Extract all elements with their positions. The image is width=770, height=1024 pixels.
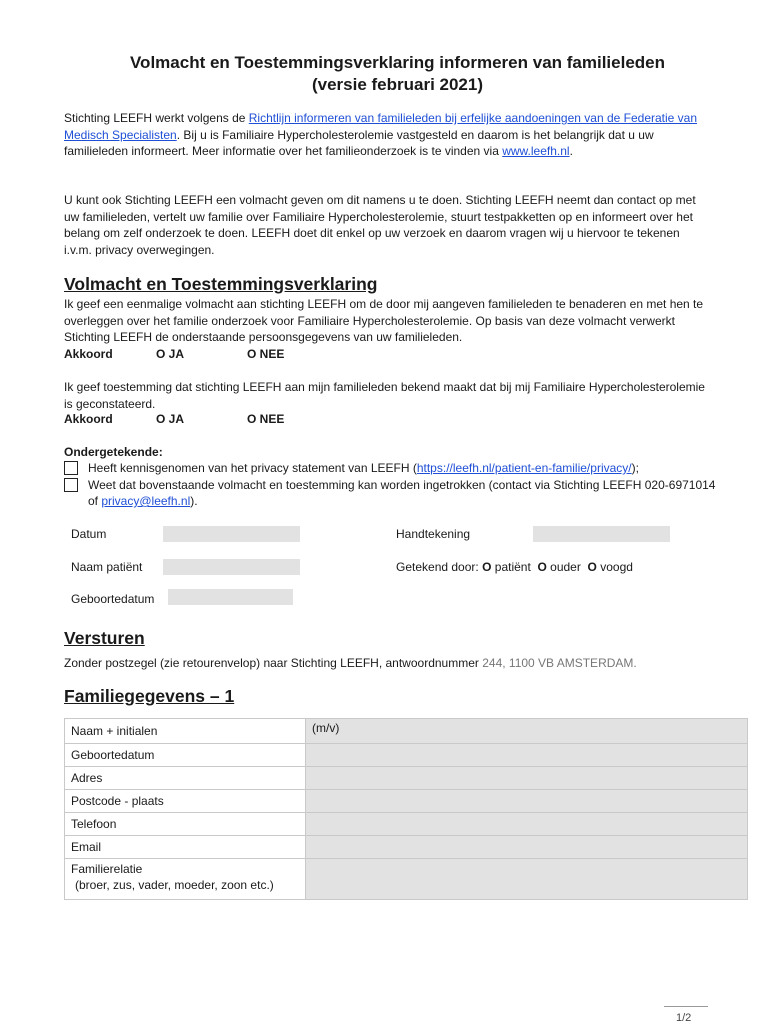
handtekening-label: Handtekening	[396, 527, 471, 541]
privacy-item-end: );	[631, 461, 639, 475]
email-field[interactable]	[306, 836, 748, 859]
handtekening-field[interactable]	[533, 526, 670, 542]
privacy-email-link[interactable]: privacy@leefh.nl	[101, 494, 191, 508]
versturen-text	[64, 655, 744, 672]
telefoon-field[interactable]	[306, 813, 748, 836]
row-label-postcode: Postcode - plaats	[65, 790, 306, 813]
volmacht-heading: Volmacht en Toestemmingsverklaring	[64, 274, 378, 294]
voogd-option-label: voogd	[600, 560, 633, 574]
intro-text-c: .	[569, 144, 573, 158]
privacy-item-text: Heeft kennisgenomen van het privacy statement van LEEFH (	[88, 461, 417, 475]
voogd-option-marker[interactable]: O	[587, 560, 597, 574]
toestemming-text: Ik geef toestemming dat stichting LEEFH aan mijn familieleden bekend maakt dat bij mij Familiaire Hypercholesterolemie is geconstateerd.	[64, 380, 705, 411]
row-label-naam: Naam + initialen	[65, 719, 306, 744]
akkoord-label: Akkoord	[64, 412, 113, 426]
table-row	[65, 767, 748, 790]
row-label-email: Email	[65, 836, 306, 859]
naam-patient-field[interactable]	[163, 559, 300, 575]
familiegegevens-heading: Familiegegevens – 1	[64, 686, 235, 706]
intrekking-item-text: Weet dat bovenstaande volmacht en toestemming kan worden ingetrokken (contact via Stichting LEEFH 020-6971014 of	[88, 478, 716, 508]
patient-option-label: patiënt	[494, 560, 531, 574]
patient-option-marker[interactable]: O	[482, 560, 492, 574]
getekend-door-group	[396, 560, 633, 574]
page-number: 1/2	[676, 1012, 692, 1024]
leefh-website-link[interactable]: www.leefh.nl	[502, 144, 570, 158]
table-row	[65, 790, 748, 813]
naam-patient-label: Naam patiënt	[71, 560, 143, 574]
ondergetekende-label: Ondergetekende:	[64, 445, 163, 459]
akkoord-label: Akkoord	[64, 347, 113, 361]
intrekking-checkbox[interactable]	[64, 478, 78, 492]
versturen-body: Zonder postzegel (zie retourenvelop) naar Stichting LEEFH, antwoordnummer	[64, 656, 483, 670]
datum-label: Datum	[71, 527, 107, 541]
title-line-1: Volmacht en Toestemmingsverklaring informeren van familieleden	[129, 53, 666, 72]
table-row	[65, 744, 748, 767]
naam-initialen-field[interactable]: (m/v)	[306, 719, 748, 744]
row-label-adres: Adres	[65, 767, 306, 790]
akkoord-1-ja-option[interactable]: O JA	[156, 347, 185, 361]
intro-paragraph-2: U kunt ook Stichting LEEFH een volmacht geven om dit namens u te doen. Stichting LEEFH neemt dan contact op met uw familieleden, vertelt uw familie over Familiaire Hypercholesterolemie, stuurt testpakketten op en informeert over het belang om zelf onderzoek te doen. LEEFH doet dit enkel op uw verzoek en daarom vragen wij u hiervoor te tekenen i.v.m. privacy overwegingen.	[64, 193, 696, 257]
postcode-plaats-field[interactable]	[306, 790, 748, 813]
privacy-statement-link[interactable]: https://leefh.nl/patient-en-familie/privacy/	[416, 461, 632, 475]
intro-paragraph-1	[64, 110, 709, 160]
table-row	[65, 719, 748, 744]
ouder-option-label: ouder	[550, 560, 581, 574]
privacy-statement-checkbox[interactable]	[64, 461, 78, 475]
table-row	[65, 813, 748, 836]
akkoord-2-nee-option[interactable]: O NEE	[247, 412, 285, 426]
privacy-statement-item	[64, 460, 724, 476]
familiegegevens-table	[64, 718, 748, 900]
richtlijn-link[interactable]: Richtlijn informeren van familieleden bij erfelijke aandoeningen van de Federatie van Medisch Specialisten	[64, 111, 698, 142]
akkoord-1-nee-option[interactable]: O NEE	[247, 347, 285, 361]
intro-text-a: Stichting LEEFH werkt volgens de	[64, 111, 249, 125]
volmacht-text: Ik geef een eenmalige volmacht aan stichting LEEFH om de door mij aangeven familieleden te benaderen en met hen te overleggen over het familie onderzoek voor Familiaire Hypercholesterolemie. Op basis van deze volmacht verwerkt Stichting LEEFH de onderstaande persoonsgegevens van uw familieleden.	[64, 297, 704, 344]
table-row	[65, 836, 748, 859]
adres-field[interactable]	[306, 767, 748, 790]
geboortedatum-familie-field[interactable]	[306, 744, 748, 767]
datum-field[interactable]	[163, 526, 300, 542]
familierelatie-hint: (broer, zus, vader, moeder, zoon etc.)	[75, 878, 274, 892]
akkoord-2-ja-option[interactable]: O JA	[156, 412, 185, 426]
intrekking-item	[64, 477, 724, 509]
versturen-address: 244, 1100 VB AMSTERDAM.	[482, 656, 637, 670]
page-number-rule	[664, 1006, 708, 1007]
geboortedatum-field[interactable]	[168, 589, 293, 605]
document-title	[60, 52, 735, 96]
row-label-telefoon: Telefoon	[65, 813, 306, 836]
row-label-geboortedatum: Geboortedatum	[65, 744, 306, 767]
ouder-option-marker[interactable]: O	[537, 560, 547, 574]
versturen-heading: Versturen	[64, 628, 145, 648]
intrekking-item-end: ).	[190, 494, 198, 508]
table-row	[65, 859, 748, 900]
getekend-door-label: Getekend door:	[396, 560, 479, 574]
familierelatie-field[interactable]	[306, 859, 748, 900]
intro-text-b: . Bij u is Familiaire Hypercholesterolemie vastgesteld en daarom is het belangrijk dat u uw familieleden informeert. Meer informatie over het familieonderzoek is te vinden via	[64, 127, 654, 158]
geboortedatum-label: Geboortedatum	[71, 592, 155, 606]
title-line-2: (versie februari 2021)	[311, 75, 484, 94]
row-label-familierelatie	[65, 859, 306, 900]
familierelatie-label: Familierelatie	[71, 862, 143, 876]
